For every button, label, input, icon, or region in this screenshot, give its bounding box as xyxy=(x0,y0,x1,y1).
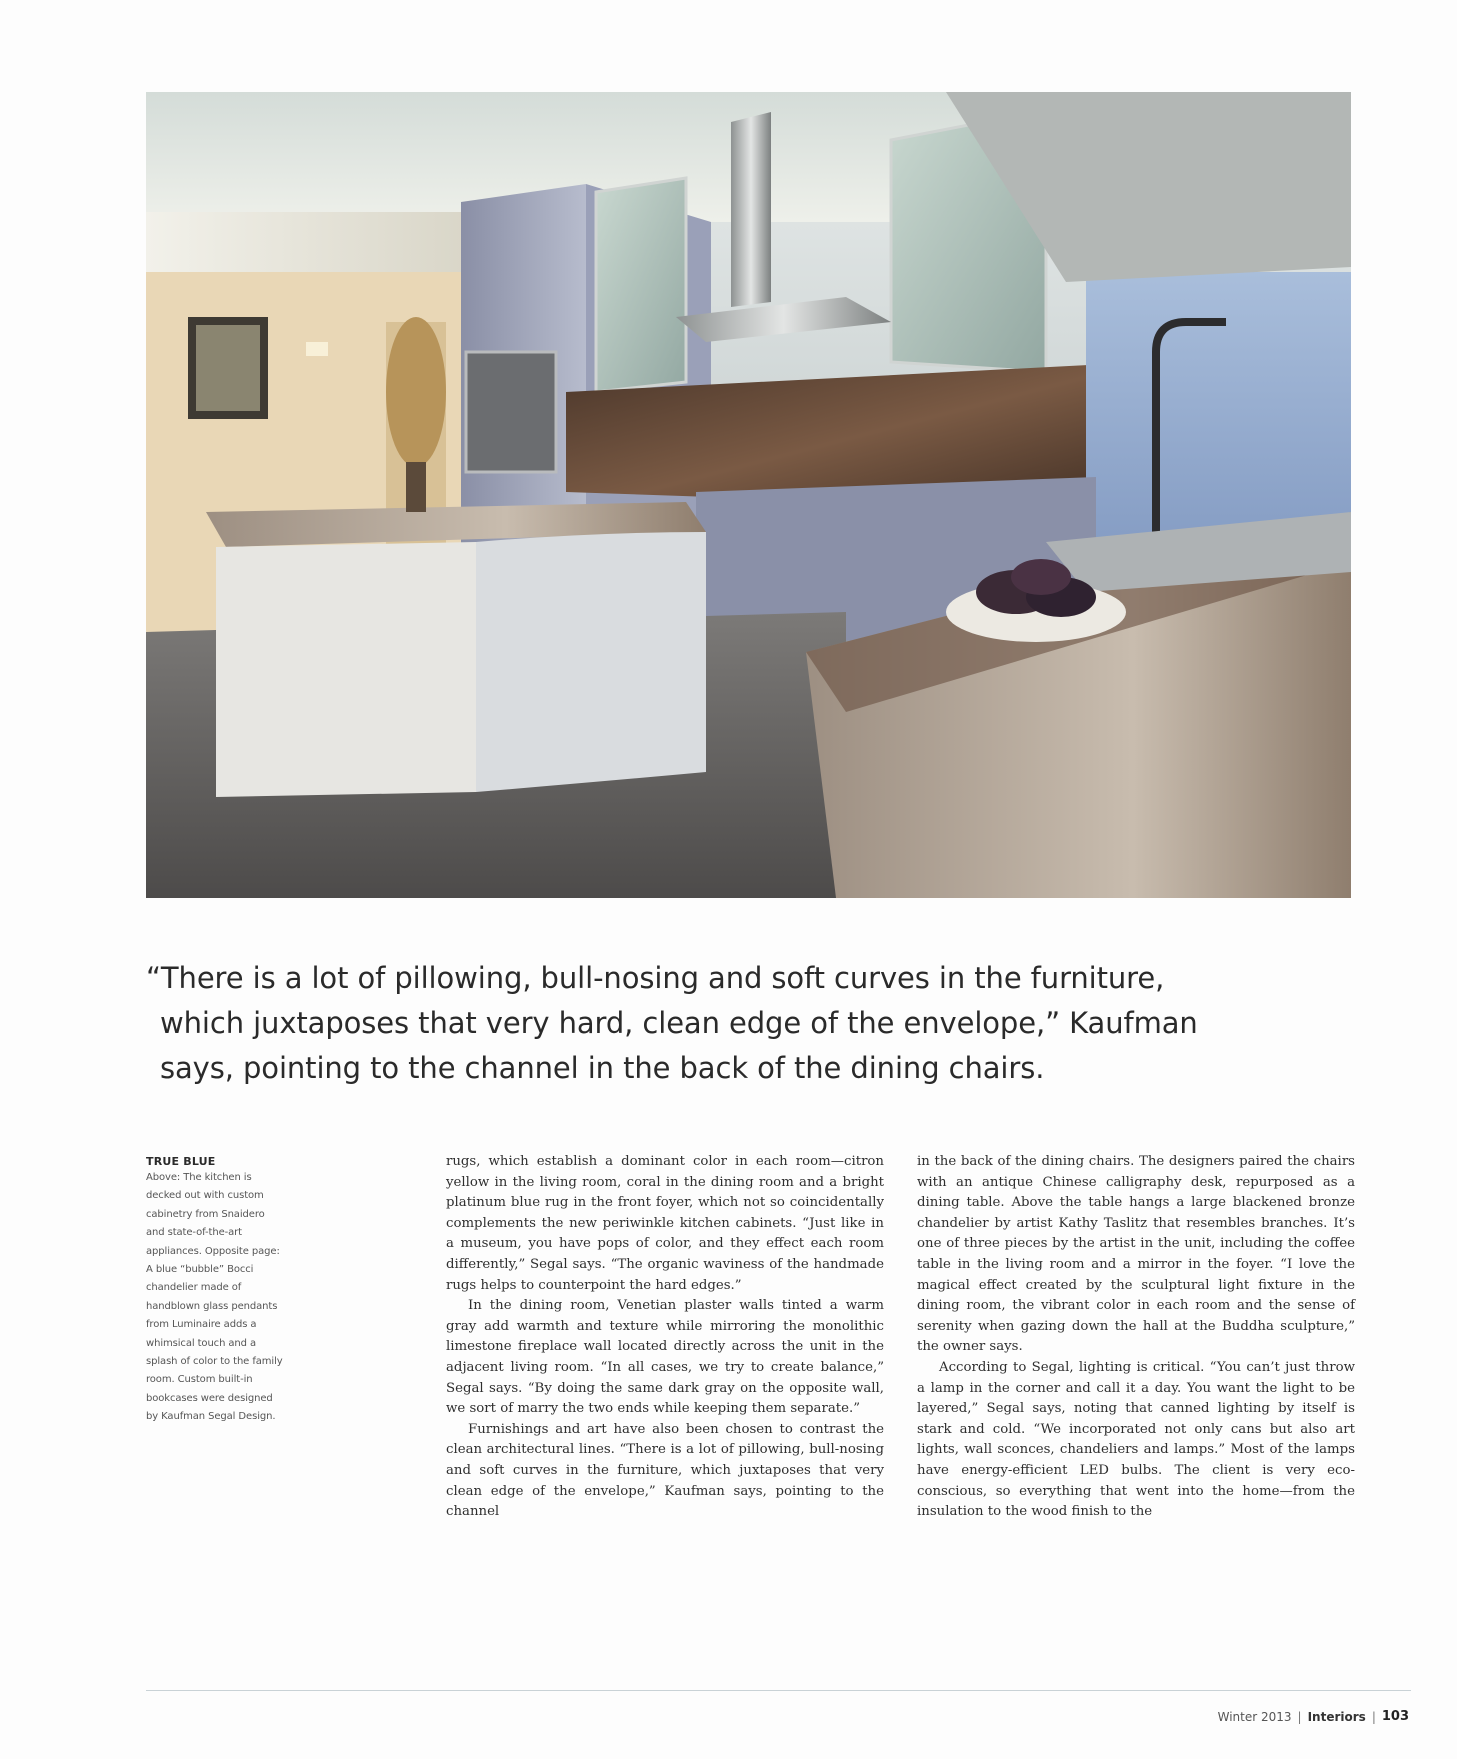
caption-title: TRUE BLUE xyxy=(146,1155,216,1168)
footer-separator-2: | xyxy=(1371,1709,1376,1724)
article-column-1 xyxy=(446,1152,884,1523)
pull-quote xyxy=(146,956,1306,1091)
article-column-2 xyxy=(917,1152,1355,1523)
footer-rule xyxy=(146,1690,1411,1691)
footer-magazine-name: Interiors xyxy=(1307,1709,1366,1724)
caption-text: Above: The kitchen is decked out with custom cabinetry from Snaidero and state-of-the-art appliances. Opposite page: A blue “bubble” Bocci chandelier made of handblown glass pendants from Luminaire adds a whimsical touch and a splash of color to the family room. Custom built-in bookcases were designed by Kaufman Segal Design. xyxy=(146,1172,283,1423)
column-1-paragraph-3: Furnishings and art have also been chosen to contrast the clean architectural lines. “There is a lot of pillowing, bull-nosing and soft curves in the furniture, which juxtaposes that very clean edge of the envelope,” Kaufman says, pointing to the channel xyxy=(446,1421,884,1520)
kitchen-illustration xyxy=(146,92,1351,898)
column-2-paragraph-1: in the back of the dining chairs. The designers paired the chairs with an antique Chinese calligraphy desk, repurposed as a dining table. Above the table hangs a large blackened bronze chandelier by artist Kathy Taslitz that resembles branches. It’s one of three pieces by the artist in the unit, including the coffee table in the living room and a mirror in the foyer. “I love the magical effect created by the sculptural light fixture in the dining room, the vibrant color in each room and the sense of serenity when gazing down the hall at the Buddha sculpture,” the owner says. xyxy=(917,1154,1355,1355)
photo-caption xyxy=(146,1155,286,1427)
page-number: 103 xyxy=(1381,1709,1409,1724)
column-1-paragraph-2: In the dining room, Venetian plaster walls tinted a warm gray add warmth and texture while mirroring the monolithic limestone fireplace wall located directly across the unit in the adjacent living room. “In all cases, we try to create balance,” Segal says. “By doing the same dark gray on the opposite wall, we sort of marry the two ends while keeping them separate.” xyxy=(446,1298,884,1417)
pull-quote-line-2: which juxtaposes that very hard, clean edge of the envelope,” Kaufman xyxy=(160,1006,1198,1040)
pull-quote-line-3: says, pointing to the channel in the back of the dining chairs. xyxy=(160,1051,1045,1085)
column-1-paragraph-1: rugs, which establish a dominant color in each room—citron yellow in the living room, coral in the dining room and a bright platinum blue rug in the front foyer, which not so coincidentally complements the new periwinkle kitchen cabinets. “Just like in a museum, you have pops of color, and they effect each room differently,” Segal says. “The organic waviness of the handmade rugs helps to counterpoint the hard edges.” xyxy=(446,1154,884,1293)
kitchen-photo xyxy=(146,92,1351,898)
column-2-paragraph-2: According to Segal, lighting is critical. “You can’t just throw a lamp in the corner and call it a day. You want the light to be layered,” Segal says, noting that canned lighting by itself is stark and cold. “We incorporated not only cans but also art lights, wall sconces, chandeliers and lamps.” Most of the lamps have energy-efficient LED bulbs. The client is very eco-conscious, so everything that went into the home—from the insulation to the wood finish to the xyxy=(917,1359,1355,1520)
footer-separator-1: | xyxy=(1297,1709,1302,1724)
pull-quote-line-1: “There is a lot of pillowing, bull-nosing and soft curves in the furniture, xyxy=(146,961,1165,995)
footer-issue: Winter 2013 xyxy=(1217,1709,1292,1724)
page-footer xyxy=(1218,1709,1409,1724)
